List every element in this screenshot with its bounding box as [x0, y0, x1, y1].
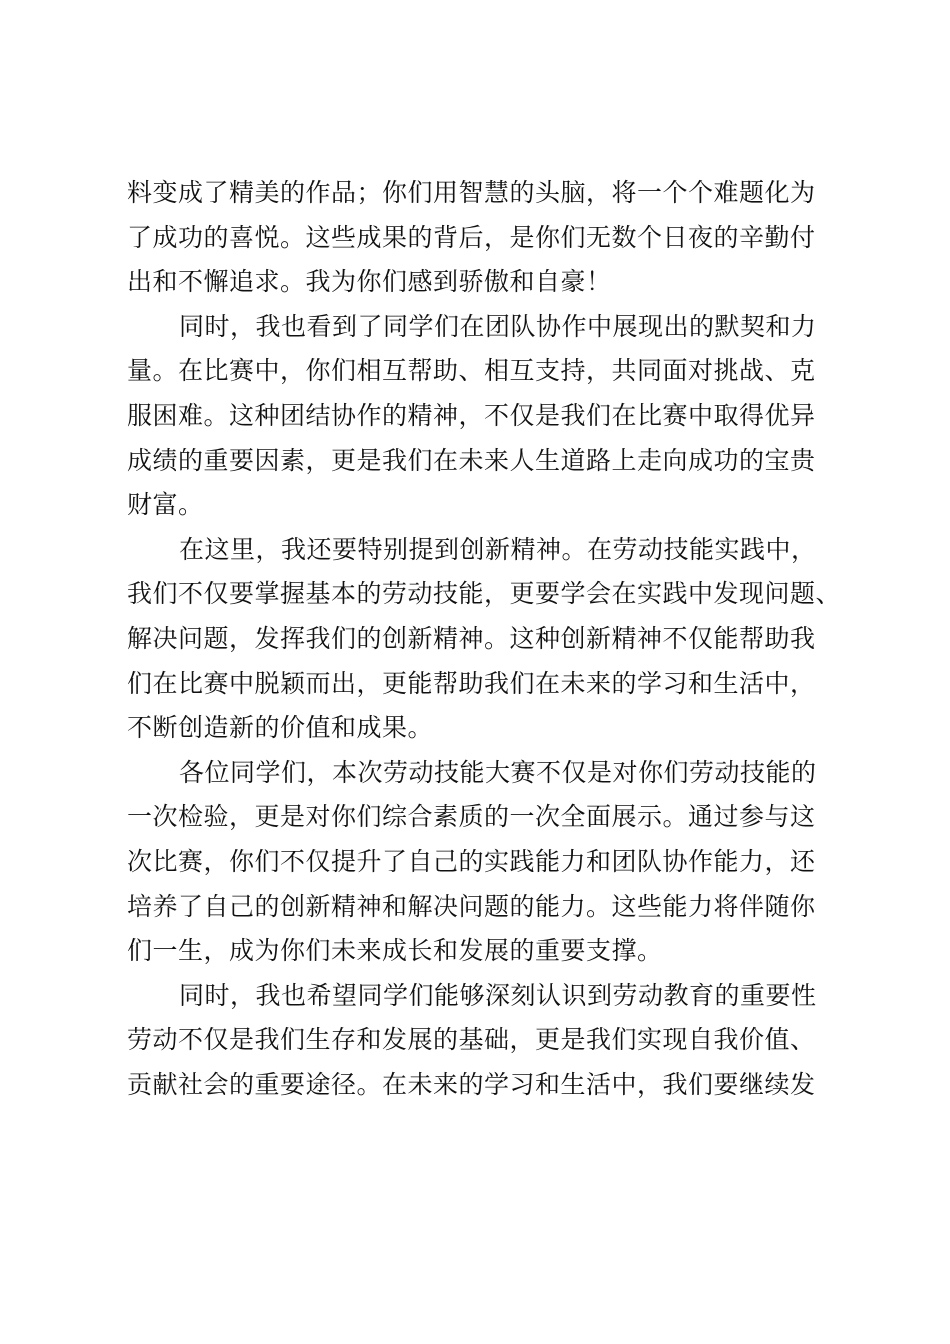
paragraph-labor-education	[127, 974, 847, 1108]
paragraph-innovation	[127, 528, 847, 751]
text-line: 成绩的重要因素，更是我们在未来人生道路上走向成功的宝贵	[127, 445, 816, 475]
text-line: 劳动不仅是我们生存和发展的基础，更是我们实现自我价值、	[127, 1025, 816, 1055]
text-line: 同时，我也看到了同学们在团队协作中展现出的默契和力	[179, 311, 817, 341]
text-line: 次比赛，你们不仅提升了自己的实践能力和团队协作能力，还	[127, 846, 816, 876]
text-line: 各位同学们，本次劳动技能大赛不仅是对你们劳动技能的	[179, 757, 817, 787]
text-line: 培养了自己的创新精神和解决问题的能力。这些能力将伴随你	[127, 891, 816, 921]
text-line: 量。在比赛中，你们相互帮助、相互支持，共同面对挑战、克	[127, 356, 816, 386]
text-line: 解决问题，发挥我们的创新精神。这种创新精神不仅能帮助我	[127, 623, 816, 653]
paragraph-teamwork	[127, 305, 847, 528]
text-line: 财富。	[127, 490, 204, 520]
paragraph-continued	[127, 171, 847, 305]
text-line: 一次检验，更是对你们综合素质的一次全面展示。通过参与这	[127, 802, 816, 832]
paragraph-competition	[127, 751, 847, 974]
text-line: 贡献社会的重要途径。在未来的学习和生活中，我们要继续发	[127, 1069, 816, 1099]
text-line: 料变成了精美的作品；你们用智慧的头脑，将一个个难题化为	[127, 178, 816, 207]
text-line: 不断创造新的价值和成果。	[127, 713, 434, 743]
text-line: 们在比赛中脱颖而出，更能帮助我们在未来的学习和生活中，	[127, 668, 816, 698]
text-line: 了成功的喜悦。这些成果的背后，是你们无数个日夜的辛勤付	[127, 222, 816, 252]
text-line: 在这里，我还要特别提到创新精神。在劳动技能实践中，	[179, 534, 817, 564]
text-line: 同时，我也希望同学们能够深刻认识到劳动教育的重要性	[179, 980, 817, 1010]
text-line: 我们不仅要掌握基本的劳动技能，更要学会在实践中发现问题、	[127, 579, 842, 609]
body-text	[127, 171, 847, 1107]
text-line: 服困难。这种团结协作的精神，不仅是我们在比赛中取得优异	[127, 400, 816, 430]
text-line: 出和不懈追求。我为你们感到骄傲和自豪！	[127, 267, 612, 297]
text-line: 们一生，成为你们未来成长和发展的重要支撑。	[127, 936, 663, 966]
